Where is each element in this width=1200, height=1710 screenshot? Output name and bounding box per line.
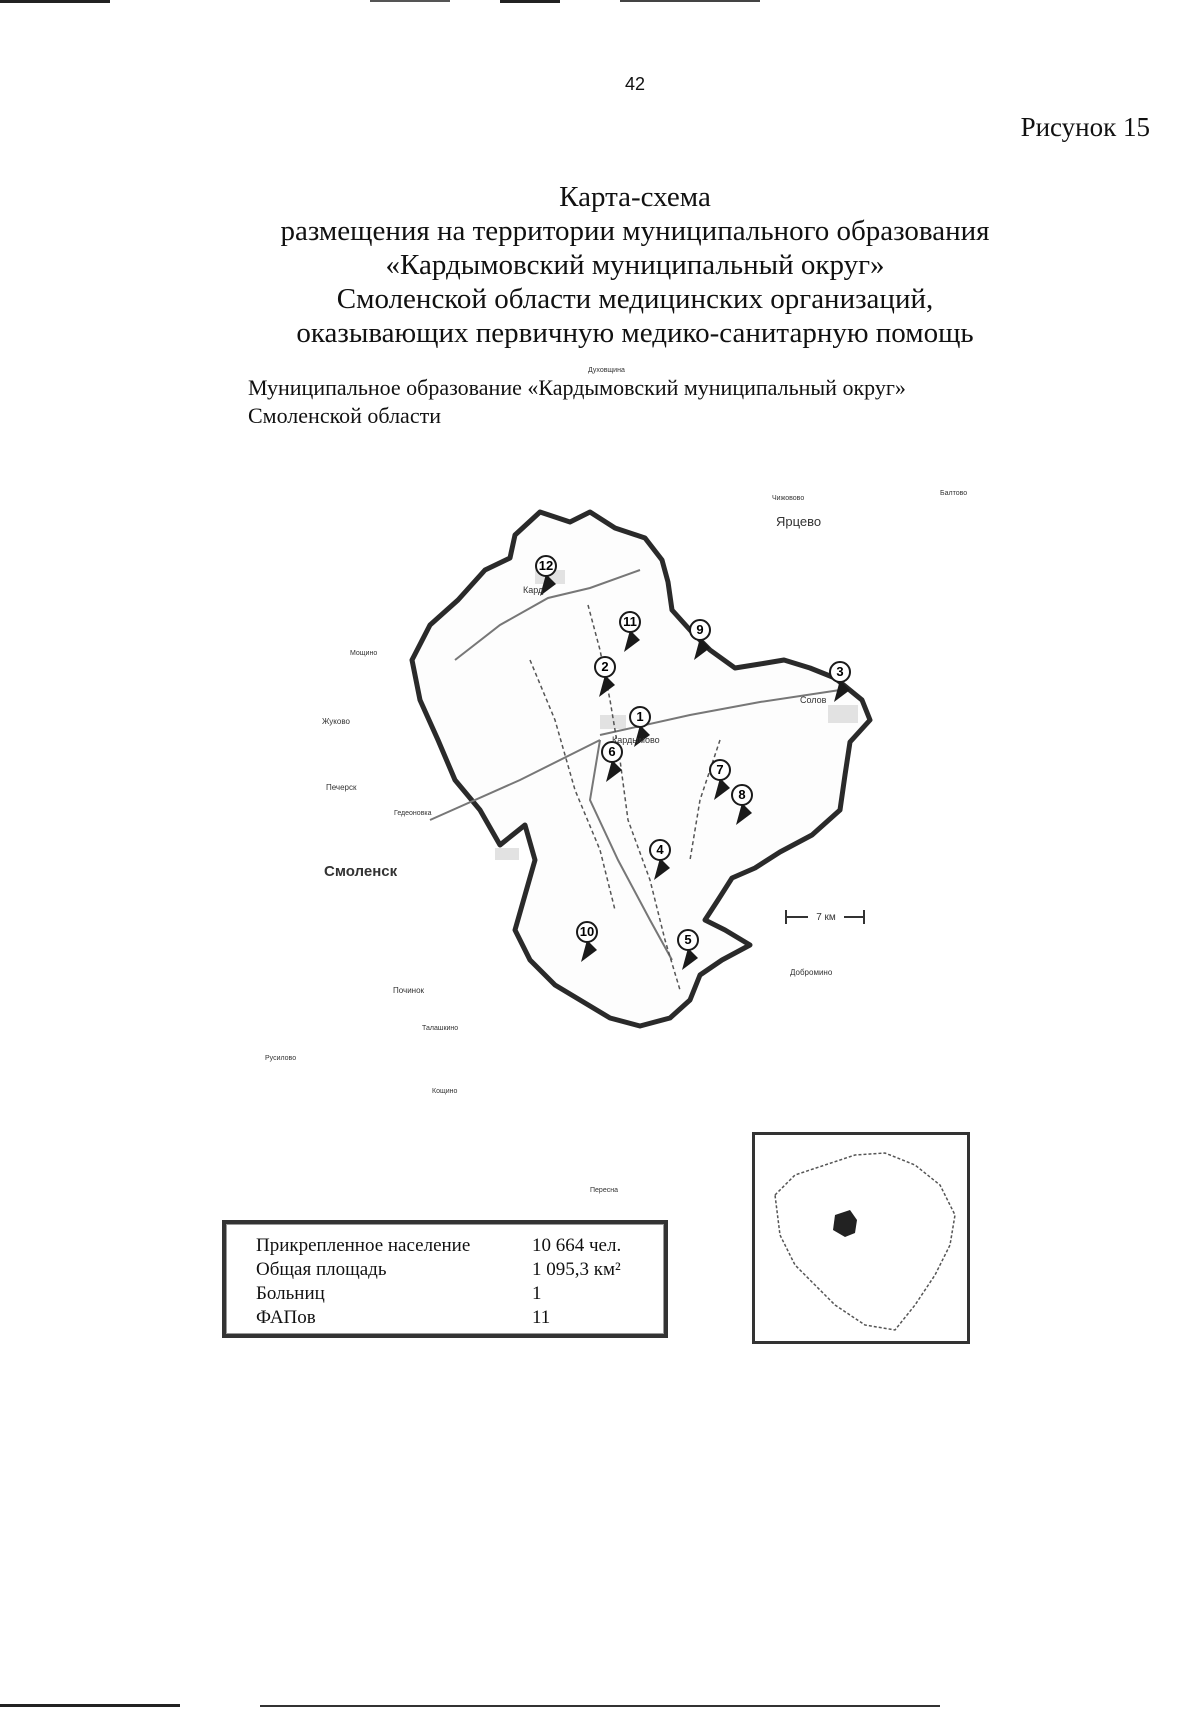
place-label: Починок bbox=[393, 986, 425, 995]
marker-number: 9 bbox=[696, 622, 704, 637]
place-label: Переснa bbox=[590, 1187, 618, 1194]
marker-number: 8 bbox=[738, 787, 746, 802]
district-boundary bbox=[412, 512, 870, 1026]
marker-number: 10 bbox=[579, 924, 595, 939]
place-label: Духовщина bbox=[588, 367, 625, 374]
marker-number: 5 bbox=[684, 932, 692, 947]
place-label: Солов bbox=[800, 695, 827, 705]
figure-label: Рисунок 15 bbox=[1020, 112, 1150, 142]
marker-number: 4 bbox=[656, 842, 664, 857]
place-label: Добромино bbox=[790, 968, 833, 977]
title-line: размещения на территории муниципального образования bbox=[280, 215, 990, 247]
place-label: Печерск bbox=[326, 783, 357, 792]
place-label: Русилово bbox=[265, 1055, 297, 1062]
stats-row bbox=[256, 1258, 656, 1282]
stats-label: Общая площадь bbox=[256, 1259, 387, 1280]
place-label: Смоленск bbox=[324, 863, 398, 880]
stats-row bbox=[256, 1282, 656, 1306]
scale-label: 7 км bbox=[816, 912, 836, 923]
region-locator-map bbox=[752, 1132, 970, 1344]
marker-number: 7 bbox=[716, 762, 724, 777]
marker-number: 2 bbox=[601, 659, 609, 674]
place-label: Кард bbox=[523, 585, 544, 595]
subtitle-line: Смоленской области bbox=[248, 403, 441, 428]
title-line: оказывающих первичную медико-санитарную помощь bbox=[296, 317, 974, 349]
place-label: Чижовово bbox=[772, 495, 805, 502]
stats-value: 11 bbox=[532, 1307, 551, 1328]
stats-row bbox=[256, 1234, 656, 1258]
marker-number: 1 bbox=[636, 709, 644, 724]
marker-number: 12 bbox=[538, 558, 554, 573]
place-label: Ярцево bbox=[776, 514, 822, 529]
stats-table bbox=[222, 1220, 668, 1338]
marker-number: 11 bbox=[623, 614, 637, 629]
scan-edge-bottom bbox=[0, 1700, 1200, 1710]
stats-value: 1 095,3 км² bbox=[532, 1259, 621, 1280]
title-line: Карта-схема bbox=[559, 181, 711, 213]
stats-label: ФАПов bbox=[256, 1307, 316, 1328]
place-label: Кощино bbox=[432, 1088, 458, 1095]
stats-row bbox=[256, 1306, 656, 1330]
marker-number: 6 bbox=[608, 744, 616, 759]
place-label: Мощино bbox=[350, 650, 378, 657]
place-label: Кардымово bbox=[612, 735, 660, 745]
stats-value: 10 664 чел. bbox=[532, 1235, 622, 1256]
stats-label: Прикрепленное население bbox=[256, 1235, 471, 1256]
marker-number: 3 bbox=[836, 664, 844, 679]
subtitle-line: Муниципальное образование «Кардымовский муниципальный округ» bbox=[248, 375, 906, 400]
oblast-outline bbox=[755, 1135, 967, 1341]
title-line: «Кардымовский муниципальный округ» bbox=[385, 249, 885, 281]
scale-bar bbox=[786, 909, 864, 924]
place-label: Гедеоновка bbox=[394, 810, 432, 817]
place-label: Жуково bbox=[322, 717, 350, 726]
place-label: Талашкино bbox=[422, 1025, 459, 1032]
stats-label: Больниц bbox=[256, 1283, 325, 1304]
place-label: Балтово bbox=[940, 490, 968, 497]
page-number: 42 bbox=[624, 74, 646, 94]
title-line: Смоленской области медицинских организаций, bbox=[336, 283, 934, 315]
stats-value: 1 bbox=[532, 1283, 542, 1304]
